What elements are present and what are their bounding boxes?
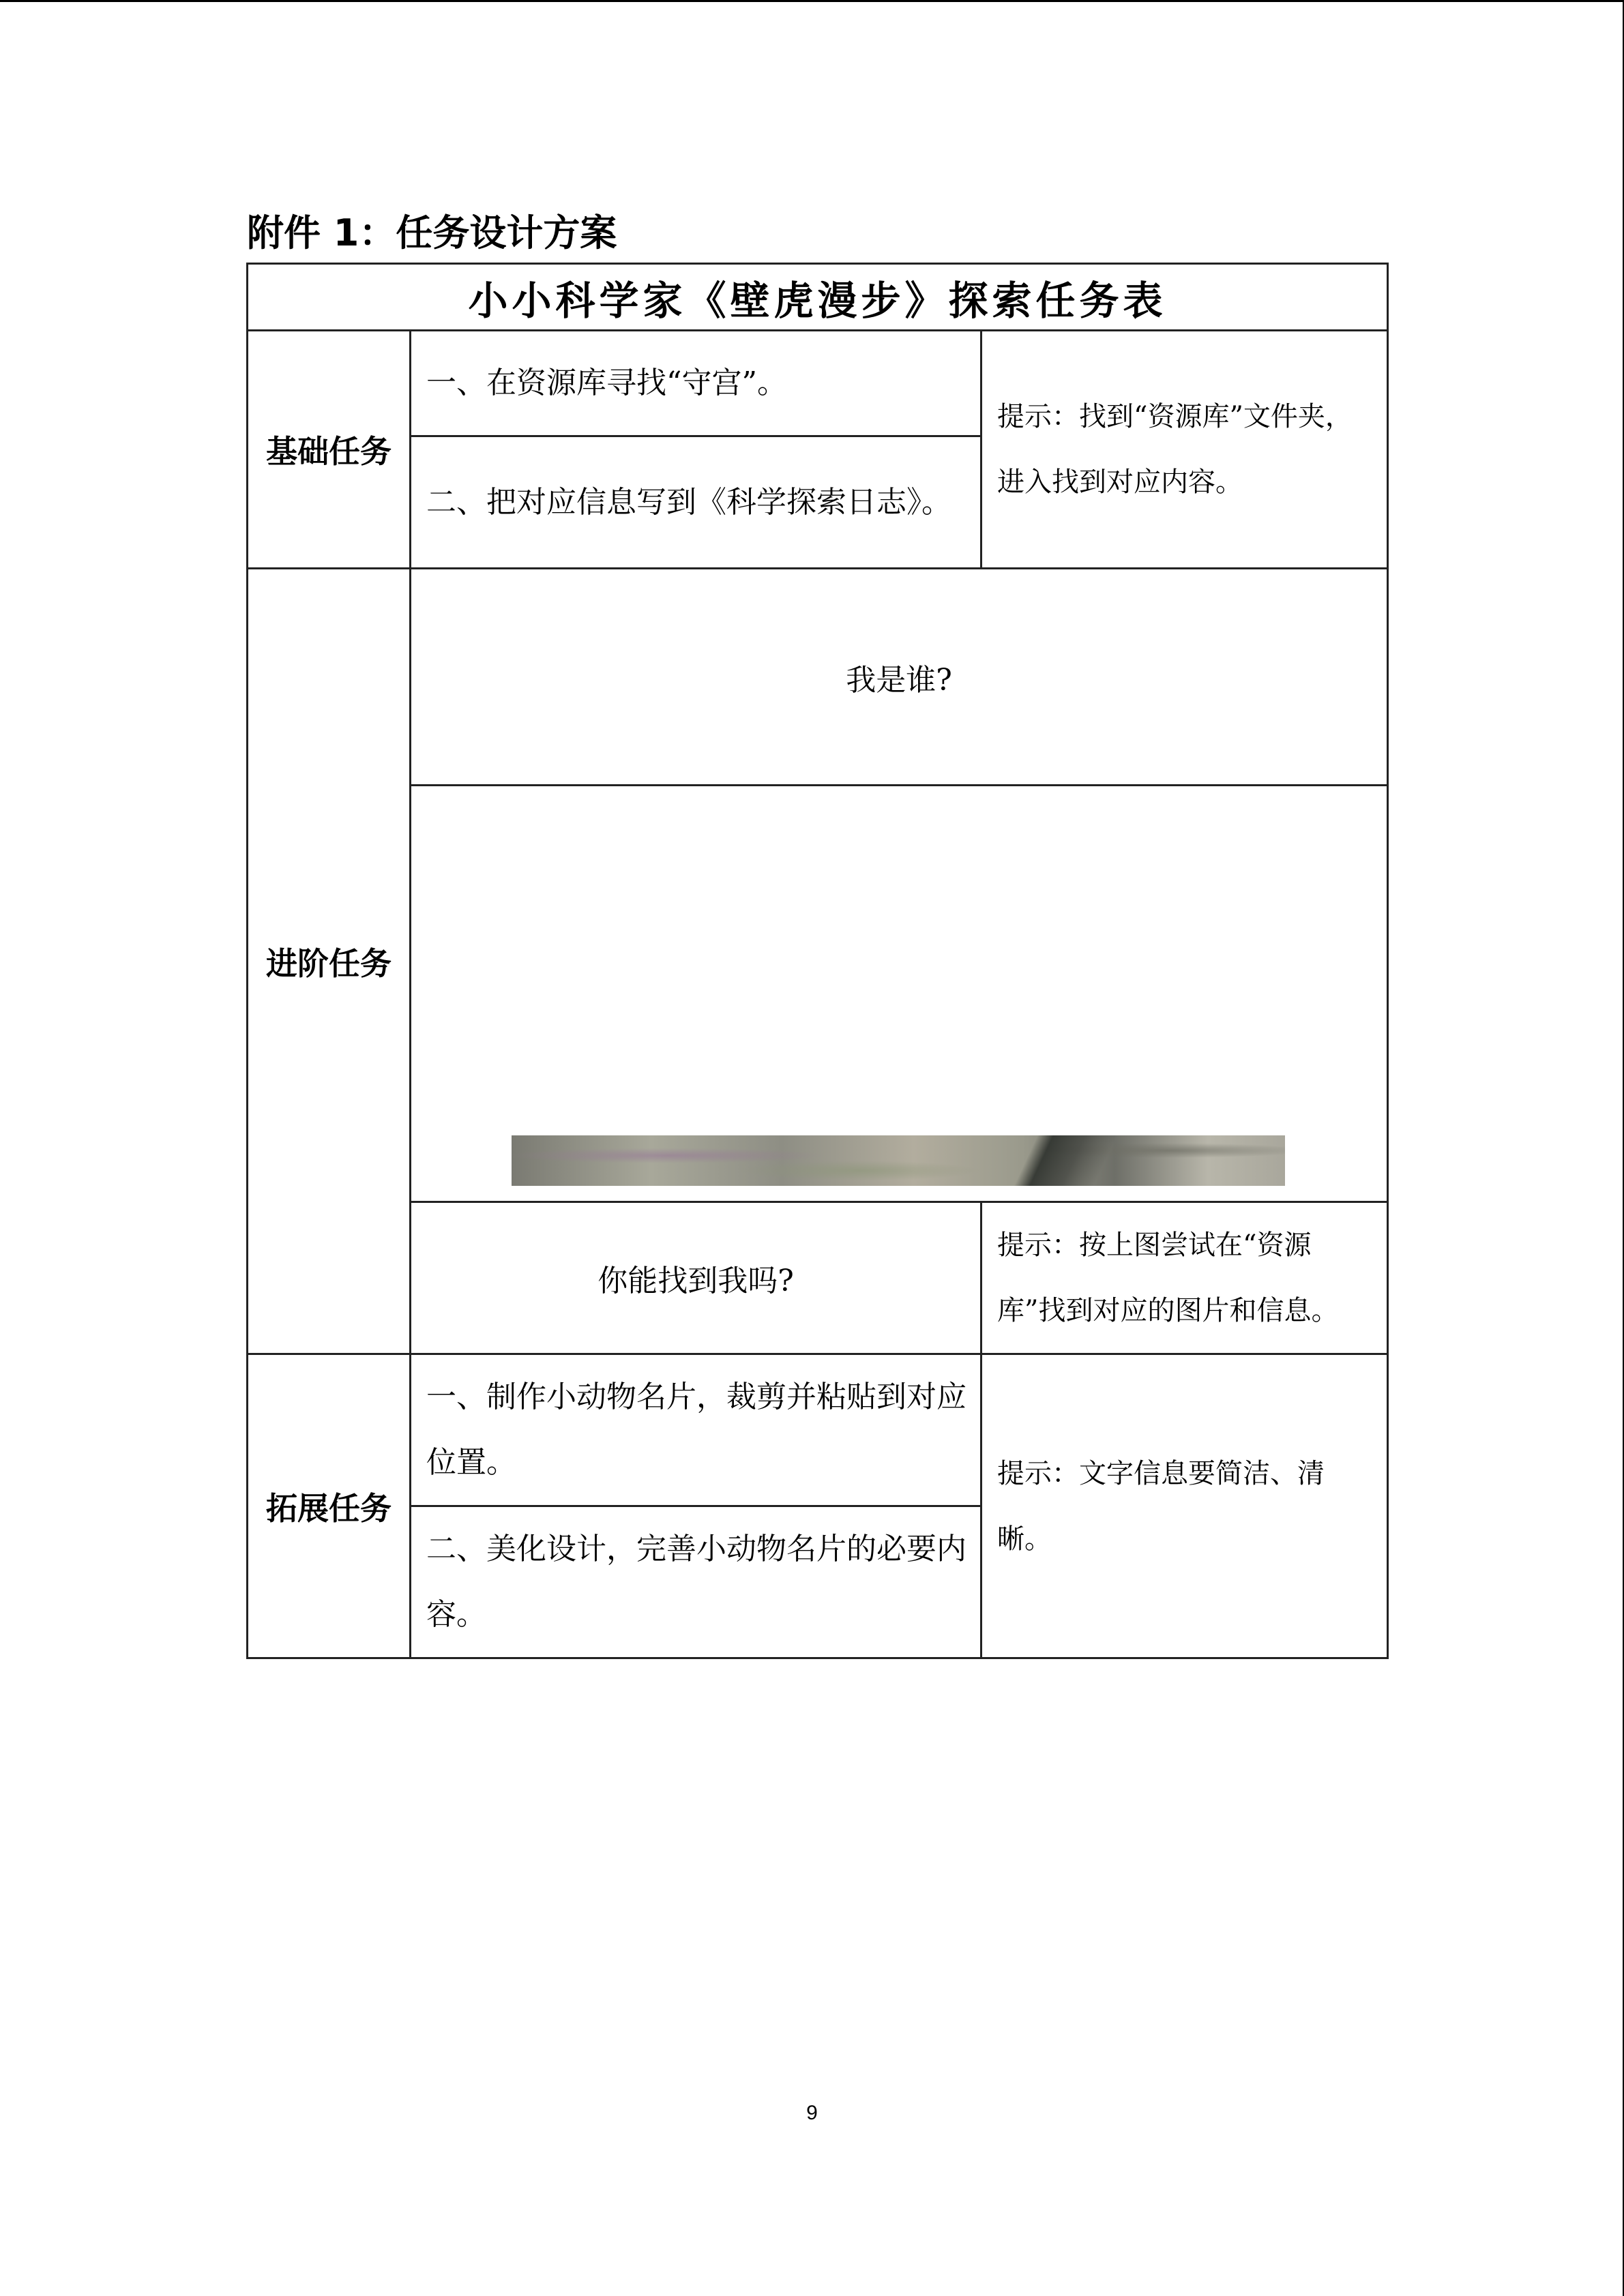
extension-task-2: 二、美化设计，完善小动物名片的必要内容。 bbox=[411, 1506, 981, 1658]
basic-task-label: 基础任务 bbox=[248, 331, 411, 569]
basic-task-1: 一、在资源库寻找“守宫”。 bbox=[411, 331, 981, 436]
advanced-hint: 提示：按上图尝试在“资源库”找到对应的图片和信息。 bbox=[981, 1202, 1388, 1354]
extension-task-1: 一、制作小动物名片，裁剪并粘贴到对应位置。 bbox=[411, 1354, 981, 1506]
advanced-prompt: 你能找到我吗? bbox=[411, 1202, 981, 1354]
task-table bbox=[246, 263, 1389, 1659]
advanced-task-row-3 bbox=[248, 1202, 1388, 1354]
basic-task-row-1 bbox=[248, 331, 1388, 436]
basic-task-2: 二、把对应信息写到《科学探索日志》。 bbox=[411, 436, 981, 569]
attachment-heading: 附件 1：任务设计方案 bbox=[247, 211, 617, 254]
page-number: 9 bbox=[806, 2102, 818, 2124]
basic-task-hint: 提示：找到“资源库”文件夹，进入找到对应内容。 bbox=[981, 331, 1388, 569]
advanced-task-row-2 bbox=[248, 786, 1388, 1202]
gecko-on-rock-photo bbox=[512, 1135, 1285, 1186]
table-title-row bbox=[248, 264, 1388, 331]
table-title: 小小科学家《壁虎漫步》探索任务表 bbox=[248, 264, 1388, 331]
advanced-task-label: 进阶任务 bbox=[248, 569, 411, 1354]
advanced-question: 我是谁? bbox=[411, 569, 1388, 786]
extension-task-row-1 bbox=[248, 1354, 1388, 1506]
advanced-task-row-1 bbox=[248, 569, 1388, 786]
advanced-photo-cell bbox=[411, 786, 1388, 1202]
extension-task-hint: 提示：文字信息要简洁、清晰。 bbox=[981, 1354, 1388, 1658]
extension-task-label: 拓展任务 bbox=[248, 1354, 411, 1658]
